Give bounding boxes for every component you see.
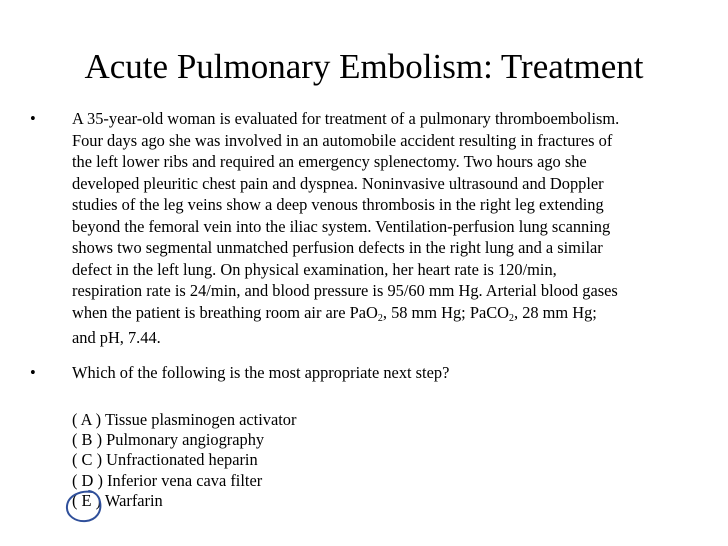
- paco2-subscript: 2: [509, 312, 514, 324]
- case-line: studies of the leg veins show a deep venous thrombosis in the right leg extending: [72, 195, 604, 214]
- option-a: ( A ) Tissue plasminogen activator: [72, 410, 297, 429]
- blood-gas-prefix: when the patient is breathing room air are PaO: [72, 302, 378, 322]
- case-line: shows two segmental unmatched perfusion defects in the right lung and a similar: [72, 238, 603, 257]
- blood-gas-line: [72, 302, 619, 324]
- case-line: defect in the left lung. On physical examination, her heart rate is 120/min,: [72, 259, 557, 279]
- case-line: the left lower ribs and required an emergency splenectomy. Two hours ago she: [72, 152, 587, 171]
- question-text: Which of the following is the most appropriate next step?: [72, 363, 450, 382]
- bullet-marker: •: [30, 363, 36, 382]
- answer-options: [72, 410, 296, 511]
- blood-gas-suffix: , 28 mm Hg;: [514, 302, 597, 322]
- slide-title: Acute Pulmonary Embolism: Treatment: [84, 47, 644, 86]
- option-c: ( C ) Unfractionated heparin: [72, 450, 258, 470]
- blood-gas-middle: , 58 mm Hg; PaCO: [382, 302, 509, 322]
- bullet-marker: •: [30, 109, 36, 128]
- case-line: A 35-year-old woman is evaluated for treatment of a pulmonary thromboembolism.: [72, 109, 620, 128]
- pao2-subscript: 2: [377, 312, 383, 324]
- answer-circle-annotation: [64, 489, 104, 524]
- option-e: ( E ) Warfarin: [72, 490, 163, 510]
- option-b: ( B ) Pulmonary angiography: [72, 430, 265, 450]
- case-line: Four days ago she was involved in an automobile accident resulting in fractures of: [72, 130, 613, 150]
- ph-line: and pH, 7.44.: [72, 328, 161, 347]
- case-description: [72, 108, 619, 354]
- case-line: respiration rate is 24/min, and blood pressure is 95/60 mm Hg. Arterial blood gases: [72, 281, 618, 300]
- case-line: developed pleuritic chest pain and dyspnea. Noninvasive ultrasound and Doppler: [72, 173, 604, 193]
- case-line: beyond the femoral vein into the iliac system. Ventilation-perfusion lung scanning: [72, 216, 611, 236]
- option-d: ( D ) Inferior vena cava filter: [72, 470, 263, 490]
